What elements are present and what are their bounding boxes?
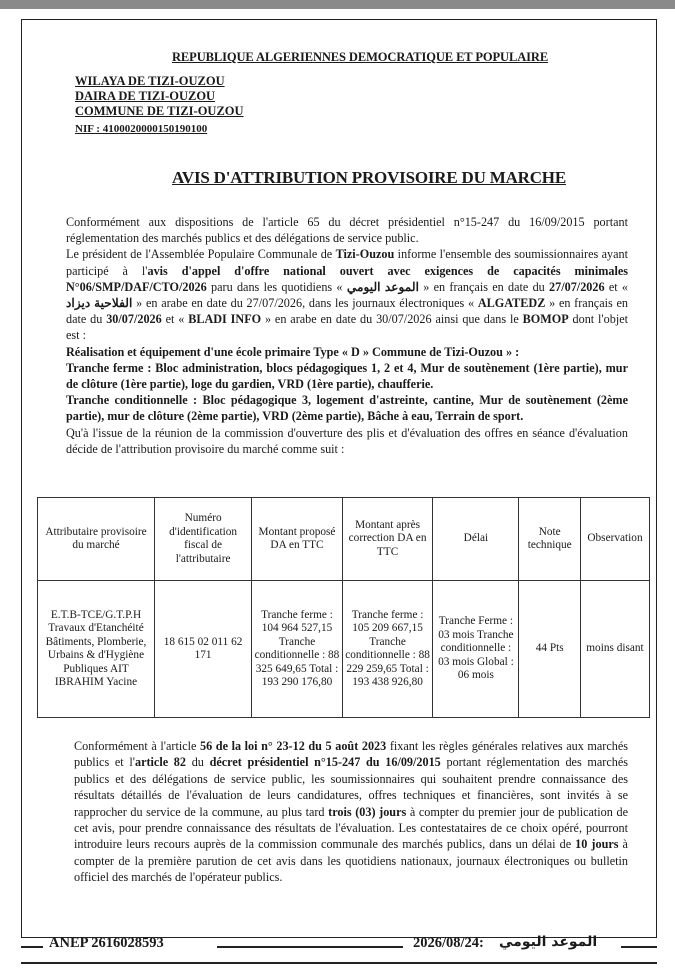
col-attributaire: Attributaire provisoire du marché xyxy=(38,498,155,581)
footer-rule-right xyxy=(621,946,657,948)
col-observation: Observation xyxy=(580,498,649,581)
issuer-block xyxy=(75,74,244,137)
publication-footer xyxy=(21,935,657,957)
cell-montant-propose: Tranche ferme : 104 964 527,15 Tranche conditionnelle : 88 325 649,65 Total : 193 290 176,80 xyxy=(252,581,343,718)
cell-montant-corrige: Tranche ferme : 105 209 667,15 Tranche conditionnelle : 88 229 259,65 Total : 193 438 926,80 xyxy=(342,581,433,718)
notice-footer-text: Conformément à l'article 56 de la loi n° 23-12 du 5 août 2023 fixant les règles générales relatives aux marchés publics et l'article 82 du décret présidentiel n°15-247 du 16/09/2015 portant réglementation des marchés publics et des délégations de service public, les soumissionnaires qui souhaitent prendre connaissance des résultats détaillés de l'évaluation de leurs candidatures, offres techniques et financières, sont invités à se rapprocher du service de la commune, au plus tard trois (03) jours à compter du premier jour de publication de cet avis, pour prendre connaissance des résultats de l'évaluation. Les contestataires de ce choix opéré, pourront introduire leurs recours auprès de la commission communale des marchés publics, dans un délai de 10 jours à compter de la première parution de cet avis dans les quotidiens nationaux, journaux électroniques ou bulletin officiel des marchés de l'opérateur publics. xyxy=(74,739,629,885)
col-nif: Numéro d'identification fiscal de l'attributaire xyxy=(155,498,252,581)
republic-heading: REPUBLIQUE ALGERIENNES DEMOCRATIQUE ET POPULAIRE xyxy=(172,50,549,64)
footer-rule-left xyxy=(21,946,43,948)
notice-body xyxy=(66,214,628,457)
daira-line: DAIRA DE TIZI-OUZOU xyxy=(75,89,216,103)
cell-delai: Tranche Ferme : 03 mois Tranche conditionnelle : 03 mois Global : 06 mois xyxy=(433,581,519,718)
col-delai: Délai xyxy=(433,498,519,581)
publication-date: 2026/08/24: xyxy=(413,935,484,951)
bottom-border-line xyxy=(21,962,657,964)
nif-line: NIF : 4100020000150190100 xyxy=(75,123,208,135)
col-note: Note technique xyxy=(519,498,581,581)
newspaper-name: الموعد اليومي xyxy=(499,934,598,950)
paragraph-announcement: Le président de l'Assemblée Populaire Communale de Tizi-Ouzou informe l'ensemble des soumissionnaires ayant participé à l'avis d'appel d'offre national ouvert avec exigences de capacités minimales N°06/SMP/DAF/CTO/2026 paru dans les quotidiens « الموعد اليومي » en français en date du 27/07/2026 et « الفلاحية ديزاد » en arabe en date du 27/07/2026, dans les journaux électroniques « ALGATEDZ » en français en date du 30/07/2026 et « BLADI INFO » en arabe en date du 30/07/2026 ainsi que dans le BOMOP dont l'objet est : xyxy=(66,247,629,343)
cell-attributaire: E.T.B-TCE/G.T.P.H Travaux d'Etanchéité Bâtiments, Plomberie, Urbains & d'Hygiène Publiques AIT IBRAHIM Yacine xyxy=(38,581,155,718)
footer-rule-middle xyxy=(217,946,403,948)
paragraph-tranche-conditionnelle: Tranche conditionnelle : Bloc pédagogique 3, logement d'astreinte, cantine, Mur de soutènement (2ème partie), mur de clôture (2ème partie), VRD (2ème partie), Bâche à eau, Terrain de sport. xyxy=(66,393,628,424)
col-montant-corrige: Montant après correction DA en TTC xyxy=(342,498,433,581)
top-color-bar xyxy=(0,0,675,9)
paragraph-project-object: Réalisation et équipement d'une école primaire Type « D » Commune de Tizi-Ouzou » : xyxy=(66,344,520,359)
cell-note: 44 Pts xyxy=(519,581,581,718)
anep-reference: ANEP 2616028593 xyxy=(49,935,164,951)
cell-nif: 18 615 02 011 62 171 xyxy=(155,581,252,718)
wilaya-line: WILAYA DE TIZI-OUZOU xyxy=(75,74,225,88)
cell-observation: moins disant xyxy=(580,581,649,718)
notice-title: AVIS D'ATTRIBUTION PROVISOIRE DU MARCHE xyxy=(172,168,566,187)
table-row xyxy=(38,581,650,718)
paragraph-decision: Qu'à l'issue de la réunion de la commission d'ouverture des plis et d'évaluation des offres en séance d'évaluation décide de l'attribution provisoire du marché comme suit : xyxy=(66,425,628,456)
paragraph-legal-basis: Conformément aux dispositions de l'article 65 du décret présidentiel n°15-247 du 16/09/2015 portant réglementation des marchés publics et des délégations de service public. xyxy=(66,215,628,246)
award-table-header xyxy=(38,498,650,581)
col-montant-propose: Montant proposé DA en TTC xyxy=(252,498,343,581)
commune-line: COMMUNE DE TIZI-OUZOU xyxy=(75,104,244,118)
award-table xyxy=(37,497,650,718)
paragraph-tranche-ferme: Tranche ferme : Bloc administration, blocs pédagogiques 1, 2 et 4, Mur de soutènement (1ère partie), mur de clôture (1ère partie), loge du gardien, VRD (1ère partie), chaufferie. xyxy=(66,360,628,392)
